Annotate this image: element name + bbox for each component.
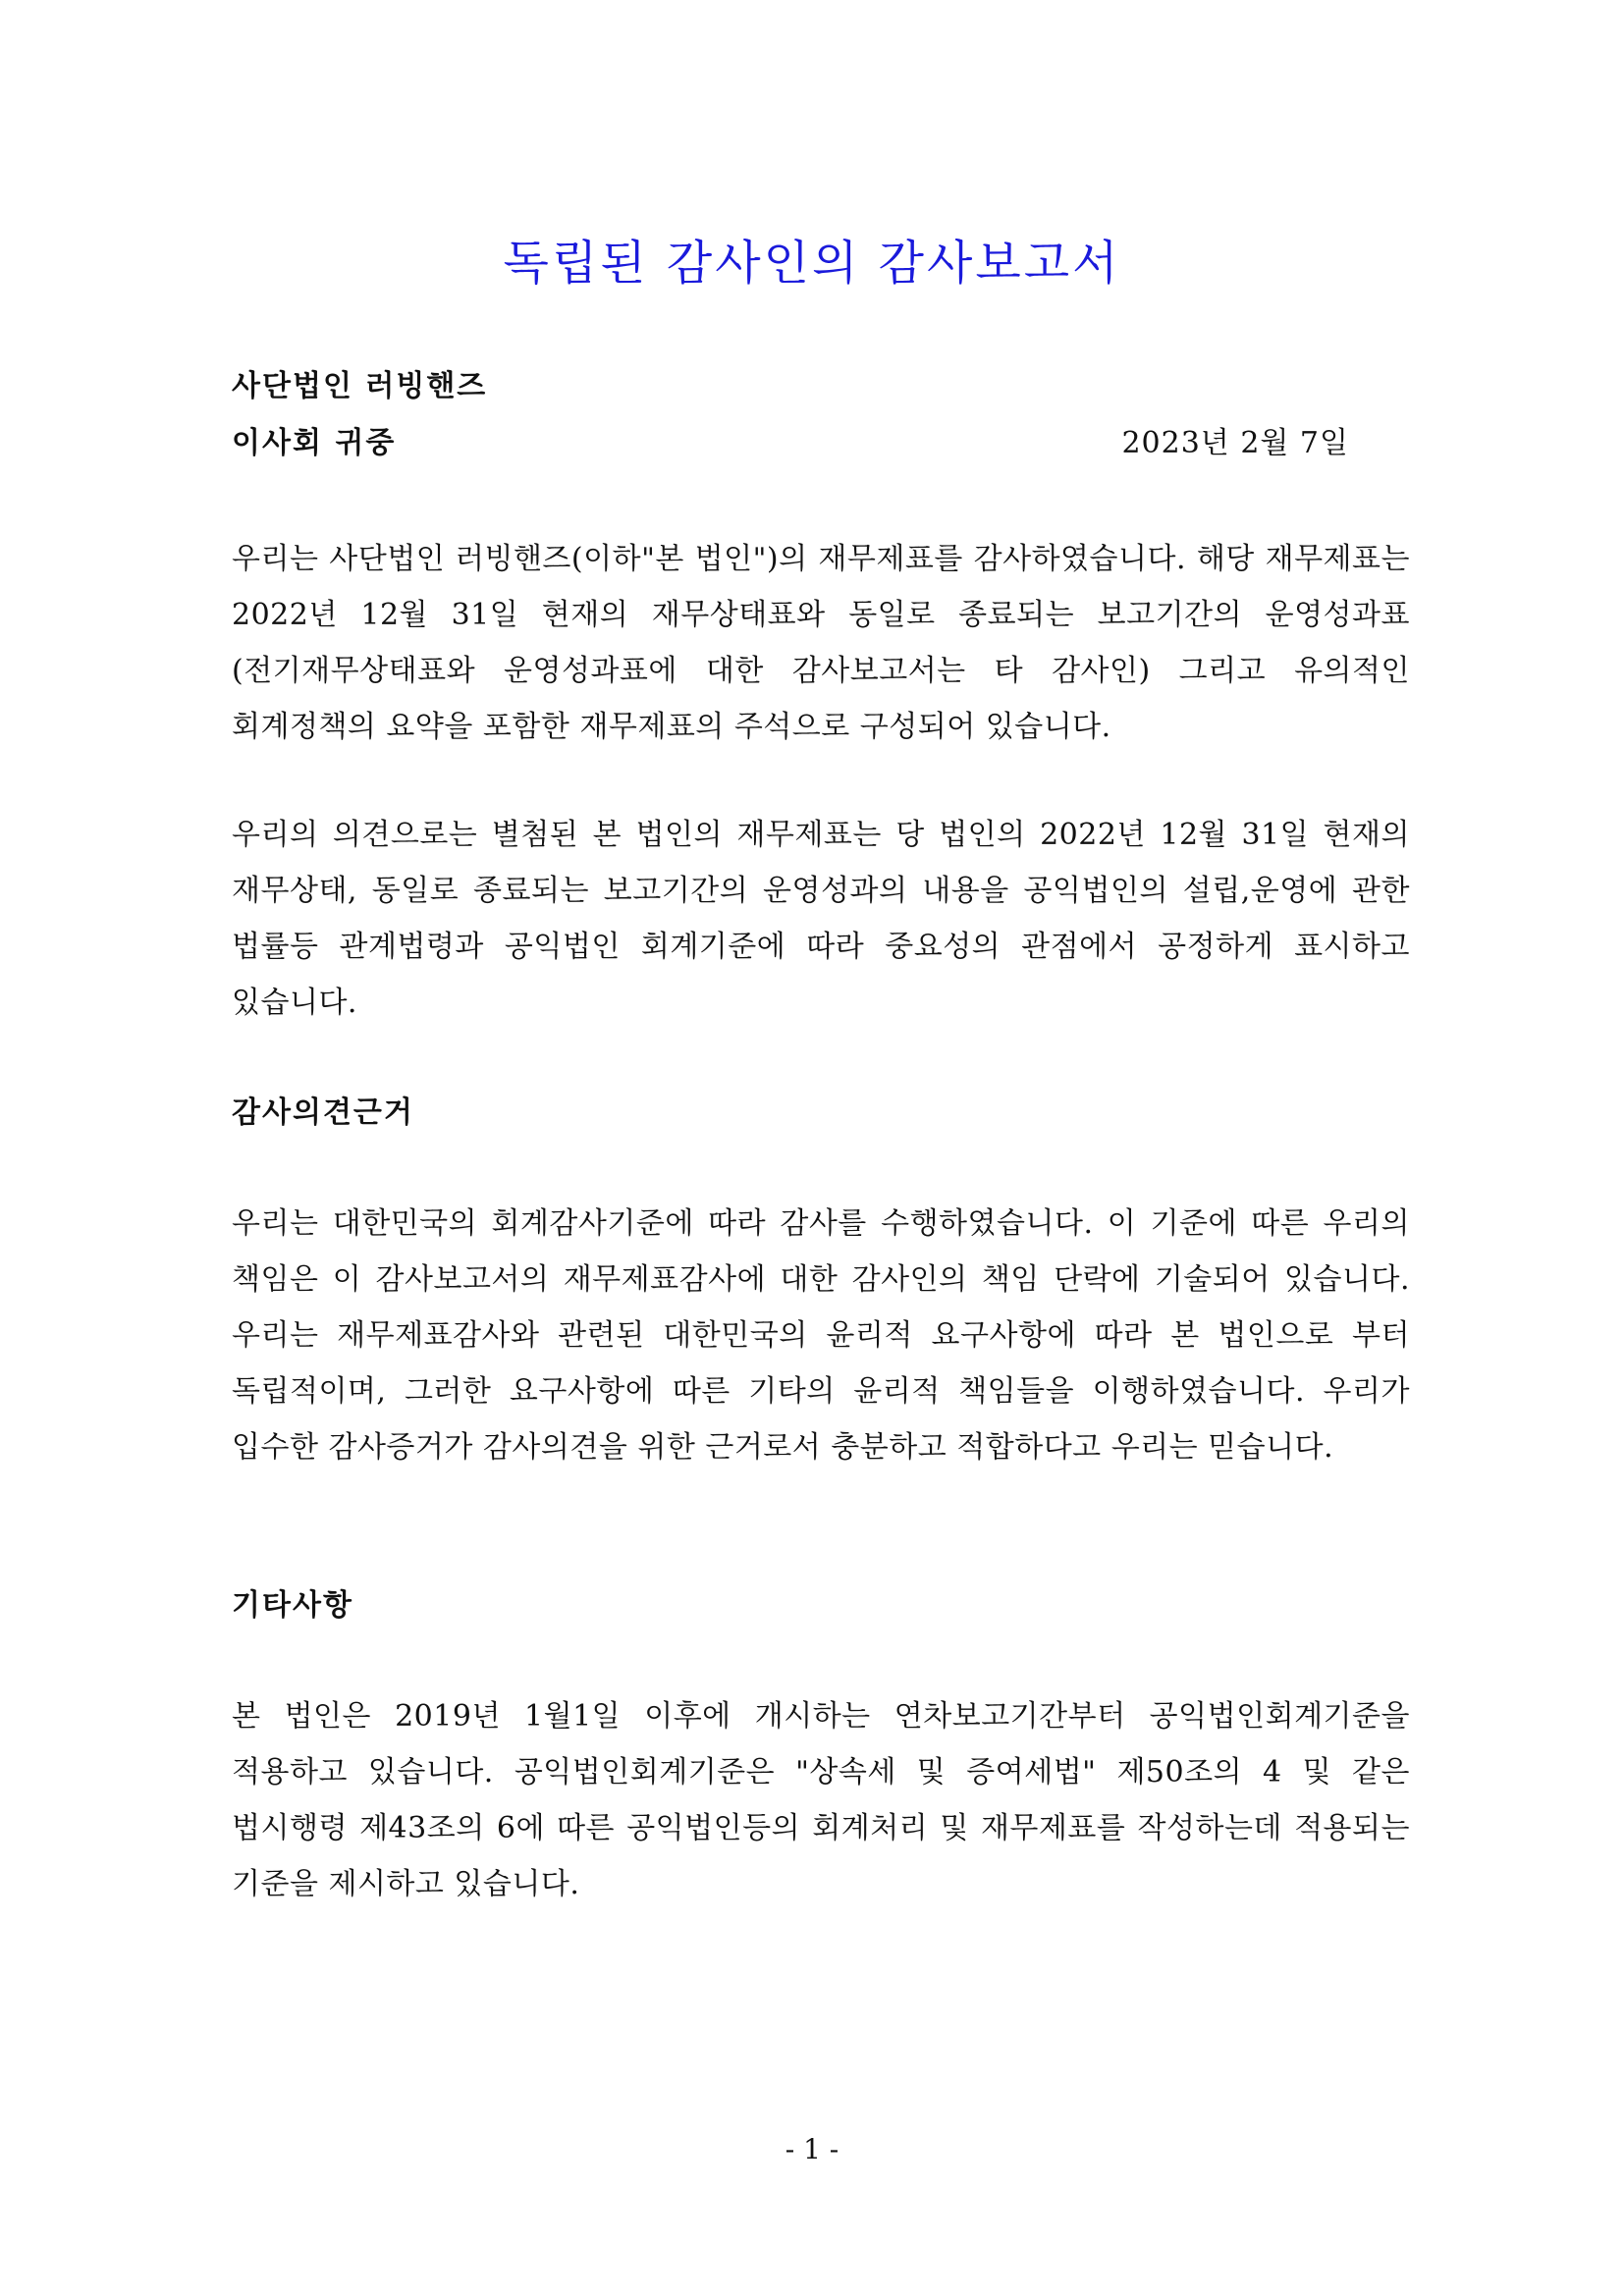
opinion-paragraph: 우리의 의견으로는 별첨된 본 법인의 재무제표는 당 법인의 2022년 12월 31일 현재의 재무상태, 동일로 종료되는 보고기간의 운영성과의 내용을 공익법인의 설립,운영에 관한 법률등 관계법령과 공익법인 회계기준에 따라 중요성의 관점에서 공정하게 표시하고 있습니다. xyxy=(232,818,1410,1020)
basis-heading: 감사의견근거 xyxy=(232,1095,414,1130)
basis-paragraph: 우리는 대한민국의 회계감사기준에 따라 감사를 수행하였습니다. 이 기준에 따른 우리의 책임은 이 감사보고서의 재무제표감사에 대한 감사인의 책임 단락에 기술되어 있습니다. 우리는 재무제표감사와 관련된 대한민국의 윤리적 요구사항에 따라 본 법인으로 부터 독립적이며, 그러한 요구사항에 따른 기타의 윤리적 책임들을 이행하였습니다. 우리가 입수한 감사증거가 감사의견을 위한 근거로서 충분하고 적합하다고 우리는 믿습니다. xyxy=(232,1206,1410,1465)
page-title: 독립된 감사인의 감사보고서 xyxy=(503,236,1121,291)
page-number: - 1 - xyxy=(785,2133,839,2165)
other-matters-paragraph: 본 법인은 2019년 1월1일 이후에 개시하는 연차보고기간부터 공익법인회계기준을 적용하고 있습니다. 공익법인회계기준은 "상속세 및 증여세법" 제50조의 4 및 같은 법시행령 제43조의 6에 따른 공익법인등의 회계처리 및 재무제표를 작성하는데 적용되는 기준을 제시하고 있습니다. xyxy=(232,1699,1410,1901)
report-date: 2023년 2월 7일 xyxy=(1121,426,1349,460)
addressee-organization: 사단법인 러빙핸즈 xyxy=(232,369,488,403)
intro-paragraph: 우리는 사단법인 러빙핸즈(이하"본 법인")의 재무제표를 감사하였습니다. 해당 재무제표는 2022년 12월 31일 현재의 재무상태표와 동일로 종료되는 보고기간의 운영성과표 (전기재무상태표와 운영성과표에 대한 감사보고서는 타 감사인) 그리고 유의적인 회계정책의 요약을 포함한 재무제표의 주석으로 구성되어 있습니다. xyxy=(232,542,1410,744)
other-matters-heading: 기타사항 xyxy=(232,1588,353,1623)
addressee-board: 이사회 귀중 xyxy=(232,426,397,460)
